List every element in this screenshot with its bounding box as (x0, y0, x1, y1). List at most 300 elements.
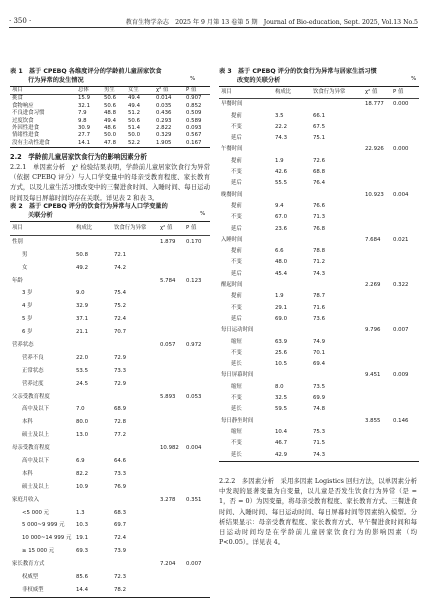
row-label: 父亲受教育程度 (12, 393, 50, 400)
table-cell: 76.9 (114, 483, 127, 490)
table-cell: 78.7 (313, 293, 326, 300)
table-cell: 64.6 (114, 458, 127, 465)
table-cell: 2.822 (156, 124, 172, 131)
table-cell: 30.9 (78, 124, 91, 131)
table-row (10, 118, 210, 125)
table-row (219, 111, 419, 122)
table-row (219, 450, 419, 461)
row-label: 4 岁 (22, 303, 33, 310)
table-row (10, 125, 210, 132)
table-row (10, 391, 210, 404)
table-cell: 72.4 (114, 316, 127, 323)
table1-header-cell: 男生 (104, 87, 115, 93)
table-row (10, 300, 210, 313)
table-cell: 22.0 (76, 354, 89, 361)
table-row (10, 571, 210, 584)
table-cell: 3.5 (275, 112, 284, 119)
table-cell: 挑食 (12, 95, 23, 102)
table-cell: 45.4 (275, 270, 288, 277)
table-cell: 50.6 (128, 117, 141, 124)
table2-unit: % (200, 211, 206, 217)
table-cell: 6.9 (76, 458, 85, 465)
table-cell: 0.007 (393, 327, 409, 334)
table-cell: 9.8 (78, 117, 87, 124)
table-row (10, 558, 210, 571)
table-row (219, 133, 419, 144)
table-cell: 0.035 (156, 102, 172, 109)
table-cell: 48.0 (275, 259, 288, 266)
table1-header (10, 87, 210, 95)
table-cell: 9.796 (365, 327, 381, 334)
table-cell: 9.0 (76, 290, 85, 297)
table-cell: 74.8 (313, 406, 326, 413)
table-cell: 69.9 (313, 395, 326, 402)
table-cell: 0.093 (186, 124, 202, 131)
table-cell: 51.4 (128, 124, 141, 131)
table-cell: 74.9 (313, 338, 326, 345)
row-label: 晚餐时间 (221, 191, 243, 198)
row-label: 延长 (231, 406, 242, 413)
table-cell: 10.4 (275, 428, 288, 435)
table-cell: 3.278 (160, 496, 176, 503)
table-cell: 53.5 (76, 367, 89, 374)
table-cell: 75.2 (114, 303, 127, 310)
table-cell: 0.000 (393, 146, 409, 153)
row-label: 高中及以下 (22, 458, 49, 465)
table-cell: 68.3 (114, 509, 127, 516)
table3-caption: 表 3 基于 CPEBQ 评分的饮食行为异常与居家生活习惯 改变的关联分析 (219, 68, 377, 84)
table-cell: 70.1 (313, 349, 326, 356)
table-cell: 71.2 (313, 259, 326, 266)
table3 (219, 86, 419, 462)
table-cell: 22.926 (365, 146, 384, 153)
table-cell: 73.9 (114, 548, 127, 555)
table-row (219, 404, 419, 415)
table-row (10, 429, 210, 442)
table3-header-cell: 构成比 (275, 89, 292, 95)
row-label: 缩短 (231, 428, 242, 435)
table-cell: 63.9 (275, 338, 288, 345)
table-cell: 0.589 (186, 117, 202, 124)
table-row (219, 122, 419, 133)
table-row (10, 532, 210, 545)
table-cell: 外因性进食 (12, 124, 39, 131)
table-cell: 29.1 (275, 304, 288, 311)
table-cell: 3.855 (365, 417, 381, 424)
row-label: <5 000 元 (22, 509, 50, 516)
table-cell: 32.9 (76, 303, 89, 310)
table3-header (219, 87, 419, 99)
table3-header-cell: P 值 (393, 89, 404, 95)
table-row (219, 325, 419, 336)
table-cell: 71.6 (313, 304, 326, 311)
table3-header-cell: χ² 值 (365, 89, 378, 95)
row-label: 不变 (231, 169, 242, 176)
table-cell: 10.3 (76, 522, 89, 529)
table-row (219, 235, 419, 246)
table1-header-cell: P 值 (186, 87, 197, 93)
table-row (10, 352, 210, 365)
row-label: 提前 (231, 293, 242, 300)
row-label: 午餐时间 (221, 146, 243, 153)
table-cell: 71.5 (313, 440, 326, 447)
row-label: 年龄 (12, 277, 23, 284)
table-row (10, 287, 210, 300)
row-label: 入睡时间 (221, 236, 243, 243)
table-cell: 69.3 (76, 548, 89, 555)
table-cell: 不良进食习惯 (12, 110, 45, 117)
table-row (10, 262, 210, 275)
table-cell: 10.982 (160, 445, 179, 452)
row-label: 延后 (231, 225, 242, 232)
table-cell: 73.3 (114, 470, 127, 477)
row-label: 延后 (231, 135, 242, 142)
table-cell: 19.1 (76, 535, 89, 542)
table2-header-cell: 饮食行为异常 (114, 225, 147, 231)
row-label: 5 000~9 999 元 (22, 522, 65, 529)
table1-unit: % (190, 76, 196, 82)
table-cell: 0.509 (186, 110, 202, 117)
table-cell: 66.1 (313, 112, 326, 119)
table-row (219, 348, 419, 359)
table-cell: 7.0 (76, 406, 85, 413)
table-cell: 0.567 (186, 132, 202, 139)
table2-header-cell: 构成比 (76, 225, 93, 231)
table-row (10, 468, 210, 481)
table-cell: 8.0 (275, 383, 284, 390)
row-label: 正常状态 (22, 367, 44, 374)
table-cell: 70.7 (114, 329, 127, 336)
row-label: 家庭月收入 (12, 496, 39, 503)
table-row (219, 190, 419, 201)
table-row (219, 201, 419, 212)
table-cell: 69.0 (275, 315, 288, 322)
table-cell: 47.8 (104, 139, 117, 146)
table-cell: 68.9 (114, 406, 127, 413)
table-cell: 72.9 (114, 354, 127, 361)
table-row (219, 393, 419, 404)
table-cell: 85.6 (76, 574, 89, 581)
table-row (10, 481, 210, 494)
table-cell: 1.879 (160, 238, 176, 245)
table-cell: 0.972 (186, 342, 202, 349)
table2-caption: 表 2 基于 CPEBQ 评分的饮食行为异常与人口学变量的 关联分析 (10, 203, 168, 219)
table-cell: 情绪性进食 (12, 132, 39, 139)
table-row (10, 95, 210, 102)
table-row (219, 382, 419, 393)
table-cell: 0.004 (393, 191, 409, 198)
table-cell: 74.3 (275, 135, 288, 142)
table-cell: 49.4 (128, 95, 141, 102)
row-label: 提前 (231, 112, 242, 119)
table-cell: 69.7 (114, 522, 127, 529)
table-cell: 0.057 (160, 342, 176, 349)
table-row (10, 442, 210, 455)
table-cell: 49.4 (104, 117, 117, 124)
table-row (219, 280, 419, 291)
section-paragraph-2: 2.2.2 多因素分析 采用多因素 Logistics 回归方法，以单因素分析中发现的显著变量为自变量，以儿童是否发生饮食行为异常（是 = 1，否 = 0）为因变量，将母亲受教育程度、家长教育方式、三餐进食时间、入睡时间、每日运动时间、每日屏幕时间等因素纳入模型。分析结果显示：母亲受教育程度、家长教育方式、早午餐进食时间和每日运动时间均是在学龄前儿童居家饮食行为的影响因素（均 P<0.05）。详见表 4。 (219, 477, 417, 547)
table-cell: 72.9 (114, 380, 127, 387)
row-label: 延后 (231, 270, 242, 277)
row-label: 家长教育方式 (12, 561, 45, 568)
table-cell: 0.907 (186, 95, 202, 102)
table-cell: 76.4 (313, 180, 326, 187)
table-row (219, 416, 419, 427)
table-cell: 48.6 (104, 124, 117, 131)
row-label: 不变 (231, 440, 242, 447)
row-label: 不变 (231, 259, 242, 266)
table-cell: 2.269 (365, 282, 381, 289)
table-cell: 78.8 (313, 248, 326, 255)
table-cell: 67.0 (275, 214, 288, 221)
table-row (219, 99, 419, 110)
table-cell: 67.5 (313, 123, 326, 130)
table1-caption: 表 1 基于 CPEBQ 各维度评分的学龄前儿童居家饮食 行为异常的发生情况 (10, 68, 162, 84)
row-label: 高中及以下 (22, 406, 49, 413)
table-row (10, 416, 210, 429)
table-cell: 72.6 (313, 157, 326, 164)
table-row (10, 494, 210, 507)
table-row (219, 167, 419, 178)
table-cell: 75.3 (313, 428, 326, 435)
row-label: 营养不良 (22, 354, 44, 361)
table-cell: 15.9 (78, 95, 91, 102)
table1-header-cell: 总体 (78, 87, 89, 93)
table-cell: 0.053 (186, 393, 202, 400)
row-label: 性别 (12, 238, 23, 245)
table-row (219, 370, 419, 381)
table-row (10, 378, 210, 391)
row-label: 权威型 (22, 574, 39, 581)
table-row (10, 584, 210, 597)
table-cell: 0.322 (393, 282, 409, 289)
row-label: 3 岁 (22, 290, 33, 297)
table-cell: 50.0 (104, 132, 117, 139)
row-label: 5 岁 (22, 316, 33, 323)
table-row (10, 455, 210, 468)
table-cell: 0.293 (156, 117, 172, 124)
section-paragraph: 2.2.1 单因素分析 χ² 检验结果表明，学龄前儿童居家饮食行为异常（依据 CPEBQ 评分）与人口学变量中的母亲受教育程度、家长教育方式，以及儿童生活习惯改变中的三餐进食时间、入睡时间、每日运动时间及每日屏幕时间均存在关联。详见表 2 和表 3。 (10, 163, 210, 202)
table-cell: 7.9 (78, 110, 87, 117)
table-cell: 0.436 (156, 110, 172, 117)
table-cell: 72.3 (114, 574, 127, 581)
table-cell: 49.2 (76, 264, 89, 271)
row-label: 本科 (22, 470, 33, 477)
table-cell: 75.1 (313, 135, 326, 142)
table-cell: 72.8 (114, 419, 127, 426)
row-label: 本科 (22, 419, 33, 426)
journal-info: 教育生物学杂志 2025 年 9 月第 13 卷第 5 期 Journal of Bio-education, Sept. 2025, Vol.13 No.5 (125, 19, 418, 26)
row-label: 提前 (231, 157, 242, 164)
table-cell: 52.2 (128, 139, 141, 146)
row-label: 不变 (231, 123, 242, 130)
table-cell: 74.2 (114, 264, 127, 271)
table-row (10, 313, 210, 326)
table-cell: 1.905 (156, 139, 172, 146)
table-row (219, 359, 419, 370)
table-cell: 51.2 (128, 110, 141, 117)
table-cell: 76.8 (313, 225, 326, 232)
table-cell: 77.2 (114, 432, 127, 439)
table-cell: 82.2 (76, 470, 89, 477)
row-label: 硕士及以上 (22, 432, 49, 439)
table-row (219, 246, 419, 257)
table-cell: 50.8 (76, 251, 89, 258)
table-row (219, 438, 419, 449)
table-cell: 50.6 (104, 102, 117, 109)
row-label: 不变 (231, 349, 242, 356)
table-row (10, 140, 210, 147)
row-label: 母亲受教育程度 (12, 445, 50, 452)
table-cell: 22.2 (275, 123, 288, 130)
table-cell: 1.9 (275, 157, 284, 164)
row-label: 不变 (231, 214, 242, 221)
row-label: 每日静坐时间 (221, 417, 254, 424)
table2-header-cell: 项目 (12, 225, 23, 231)
row-label: 缩短 (231, 338, 242, 345)
table-row (219, 224, 419, 235)
table-row (219, 427, 419, 438)
table-cell: 7.684 (365, 236, 381, 243)
row-label: 非权威型 (22, 586, 44, 593)
table-cell: 18.777 (365, 101, 384, 108)
table-row (10, 403, 210, 416)
row-label: 延后 (231, 180, 242, 187)
row-label: 营养状态 (12, 342, 34, 349)
table-cell: 71.3 (313, 214, 326, 221)
table-row (10, 339, 210, 352)
table-cell: 27.7 (78, 132, 91, 139)
table-cell: 75.4 (114, 290, 127, 297)
row-label: 延长 (231, 361, 242, 368)
table-cell: 74.3 (313, 270, 326, 277)
table1-header-cell: 项目 (12, 87, 23, 93)
table-cell: 1.3 (76, 509, 85, 516)
table-row (219, 269, 419, 280)
table-cell: 32.5 (275, 395, 288, 402)
table-cell: 0.351 (186, 496, 202, 503)
table3-header-cell: 项目 (221, 89, 232, 95)
table-cell: 32.1 (78, 102, 91, 109)
row-label: 6 岁 (22, 329, 33, 336)
table-row (10, 545, 210, 558)
table-row (10, 519, 210, 532)
table-cell: 0.167 (186, 139, 202, 146)
table-cell: 1.9 (275, 293, 284, 300)
page-number: · 350 · (9, 17, 32, 25)
table-cell: 49.4 (128, 102, 141, 109)
row-label: 提前 (231, 202, 242, 209)
table-cell: 55.5 (275, 180, 288, 187)
table-cell: 6.6 (275, 248, 284, 255)
table-cell: 68.8 (313, 169, 326, 176)
table-row (10, 110, 210, 117)
table-cell: 10.9 (76, 483, 89, 490)
table-cell: 23.6 (275, 225, 288, 232)
table2-header (10, 222, 210, 236)
table-cell: 50.0 (128, 132, 141, 139)
table-row (219, 178, 419, 189)
table-row (10, 507, 210, 520)
table-cell: 没有主动性进食 (12, 139, 50, 146)
table-cell: 0.852 (186, 102, 202, 109)
row-label: 不变 (231, 304, 242, 311)
table-cell: 21.1 (76, 329, 89, 336)
table3-unit: % (411, 76, 417, 82)
row-label: 缩短 (231, 383, 242, 390)
table-cell: 0.170 (186, 238, 202, 245)
table-row (10, 236, 210, 249)
table-cell: 48.8 (104, 110, 117, 117)
row-label: 男 (22, 251, 28, 258)
table-cell: 72.1 (114, 251, 127, 258)
table-cell: 73.3 (114, 367, 127, 374)
table1 (10, 86, 210, 148)
table-cell: 0.000 (393, 101, 409, 108)
table-row (10, 275, 210, 288)
row-label: 早餐时间 (221, 101, 243, 108)
table-cell: 0.123 (186, 277, 202, 284)
table-row (219, 144, 419, 155)
table-row (219, 212, 419, 223)
row-label: 营养过度 (22, 380, 44, 387)
table-row (219, 314, 419, 325)
table-cell: 78.2 (114, 586, 127, 593)
row-label: 延后 (231, 315, 242, 322)
table-cell: 10.923 (365, 191, 384, 198)
table-cell: 0.007 (186, 561, 202, 568)
table3-header-cell: 饮食行为异常 (313, 89, 346, 95)
table-row (10, 132, 210, 139)
table-cell: 46.7 (275, 440, 288, 447)
table-cell: 76.6 (313, 202, 326, 209)
table-cell: 0.004 (186, 445, 202, 452)
table-cell: 73.5 (313, 383, 326, 390)
table1-header-cell: χ² 值 (156, 87, 169, 93)
table-cell: 5.893 (160, 393, 176, 400)
section-heading: 2.2 学龄前儿童居家饮食行为的影响因素分析 (10, 153, 147, 161)
table2 (10, 221, 210, 598)
table1-header-cell: 女生 (128, 87, 139, 93)
table-cell: 74.3 (313, 451, 326, 458)
table-cell: 80.0 (76, 419, 89, 426)
table-cell: 14.1 (78, 139, 91, 146)
table-cell: 7.204 (160, 561, 176, 568)
row-label: 提前 (231, 248, 242, 255)
table-cell: 9.451 (365, 372, 381, 379)
table-cell: 42.6 (275, 169, 288, 176)
table-row (219, 156, 419, 167)
table-row (219, 337, 419, 348)
table-cell: 42.9 (275, 451, 288, 458)
table-cell: 37.1 (76, 316, 89, 323)
table-row (219, 257, 419, 268)
table-cell: 0.329 (156, 132, 172, 139)
table-cell: 食物响应 (12, 102, 34, 109)
table-cell: 0.009 (393, 372, 409, 379)
row-label: 不变 (231, 395, 242, 402)
table-cell: 24.5 (76, 380, 89, 387)
table-cell: 73.6 (313, 315, 326, 322)
table-cell: 13.0 (76, 432, 89, 439)
table2-header-cell: χ² 值 (160, 225, 173, 231)
table-cell: 9.4 (275, 202, 284, 209)
table-cell: 0.021 (393, 236, 409, 243)
row-label: 硕士及以上 (22, 483, 49, 490)
table-row (219, 291, 419, 302)
table-cell: 0.146 (393, 417, 409, 424)
table-cell: 25.6 (275, 349, 288, 356)
